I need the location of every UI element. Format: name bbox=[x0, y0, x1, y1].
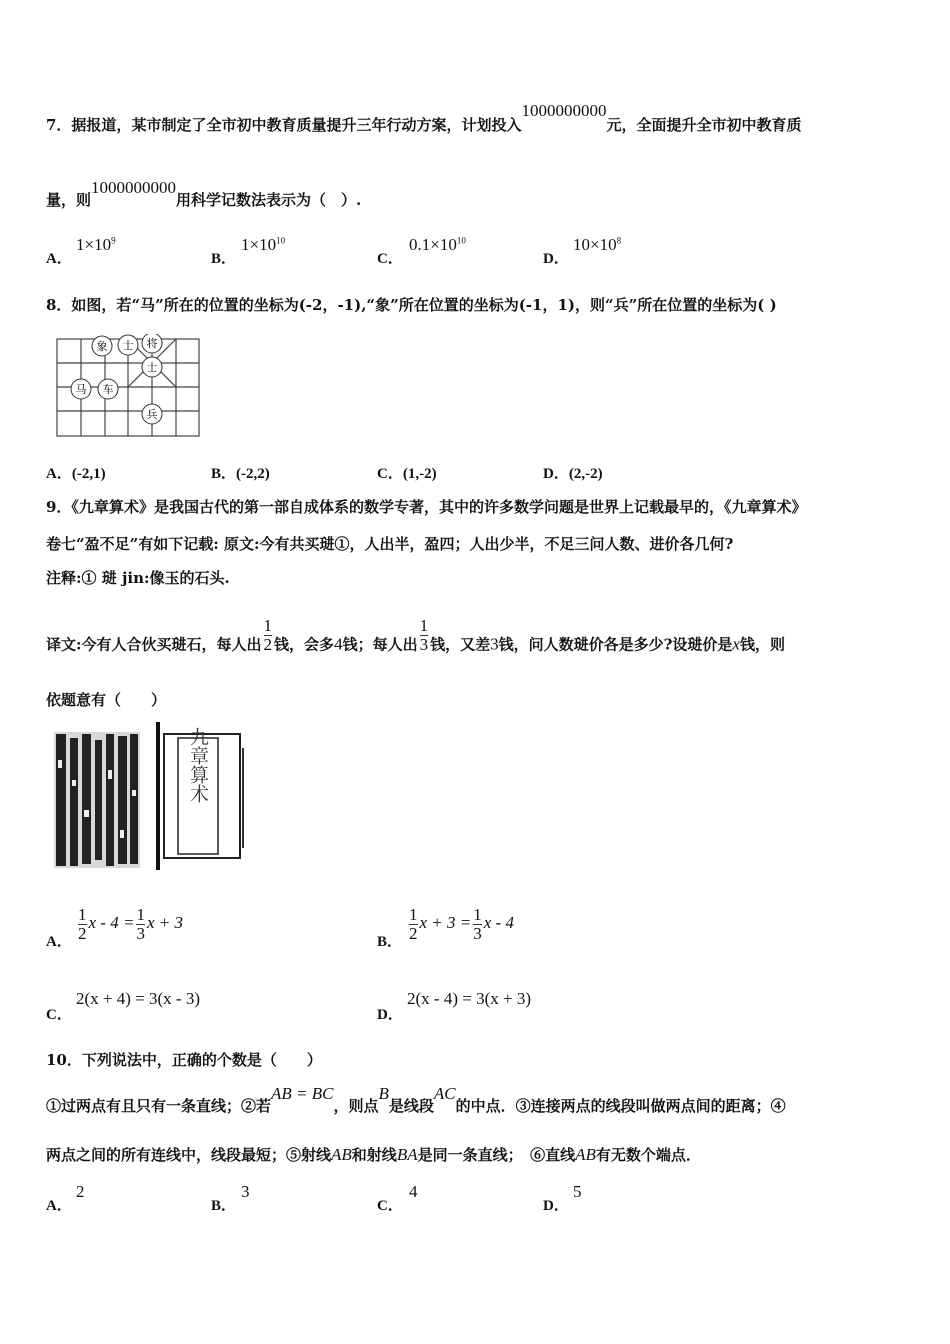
q9-option-c[interactable]: C． 2(x + 4) = 3(x - 3) bbox=[46, 989, 200, 1023]
q7-option-a[interactable]: A． $1\times 10^9$ bbox=[46, 235, 116, 267]
svg-text:车: 车 bbox=[102, 383, 114, 396]
q8-option-c[interactable]: C．(1,-2) bbox=[377, 466, 437, 482]
q7-option-d[interactable]: D． $10\times 10^8$ bbox=[543, 235, 622, 267]
jiuzhang-book-image bbox=[52, 720, 248, 872]
piece-jiang bbox=[142, 334, 162, 353]
q7-option-b[interactable]: B． $1\times 10^{10}$ bbox=[211, 235, 286, 267]
piece-shi-2 bbox=[142, 357, 162, 377]
q8-option-d[interactable]: D．(2,-2) bbox=[543, 466, 603, 482]
q10-line3: 两点之间的所有连线中，线段最短；⑤射线AB和射线BA是同一条直线； ⑥直线AB有无数个端点． bbox=[46, 1145, 701, 1164]
piece-ma bbox=[71, 379, 91, 399]
q9-line4: 译文:今有人合伙买琎石，每人出 $\frac{1}{2}$ 钱，会多4钱；每人出 $\frac{1}{3}$ 钱，又差3钱，问人数琎价各是多少?设琎价是x钱，则 bbox=[46, 616, 785, 654]
q8-option-b[interactable]: B．(-2,2) bbox=[211, 466, 270, 482]
q8-text: 8．如图，若“马”所在的位置的坐标为(-2，-1),“象”所在位置的坐标为(-1，1)，则“兵”所在位置的坐标为( ) bbox=[46, 296, 777, 314]
q9-option-a[interactable]: A． $\frac{1}{2}$ x - 4 = $\frac{1}{3}$ x + 3 bbox=[46, 905, 183, 950]
svg-text:士: 士 bbox=[122, 339, 134, 352]
q10-option-c[interactable]: C． 4 bbox=[377, 1182, 418, 1214]
piece-bing bbox=[142, 404, 162, 424]
svg-text:士: 士 bbox=[146, 361, 158, 374]
q10-option-d[interactable]: D． 5 bbox=[543, 1182, 582, 1214]
q8-option-a[interactable]: A．(-2,1) bbox=[46, 466, 106, 482]
q9-line3: 注释:① 琎 jin:像玉的石头. bbox=[46, 569, 230, 587]
svg-text:兵: 兵 bbox=[146, 408, 158, 421]
svg-text:马: 马 bbox=[75, 383, 87, 396]
q9-line2: 卷七“盈不足”有如下记载: 原文:今有共买琎①，人出半，盈四；人出少半，不足三问人数、进价各几何? bbox=[46, 535, 734, 553]
q7-line2 bbox=[46, 178, 362, 210]
q10-option-a[interactable]: A． 2 bbox=[46, 1182, 85, 1214]
svg-text:象: 象 bbox=[96, 340, 108, 353]
q9-line5: 依题意有（ ） bbox=[46, 691, 167, 709]
q7-amount: 1000000000 bbox=[521, 101, 607, 120]
q9-option-d[interactable]: D． 2(x - 4) = 3(x + 3) bbox=[377, 989, 531, 1023]
q10-line1: 10．下列说法中，正确的个数是（ ） bbox=[46, 1051, 322, 1069]
piece-che bbox=[98, 379, 118, 399]
book-title: 九章算术 bbox=[187, 727, 209, 803]
q10-line2: ①过两点有且只有一条直线；②若AB = BC，则点B是线段AC的中点．③连接两点的线段叫做两点间的距离；④ bbox=[46, 1084, 786, 1115]
q7-line1 bbox=[46, 101, 802, 135]
svg-text:将: 将 bbox=[146, 337, 158, 350]
q7-text-d: 用科学记数法表示为（ ）. bbox=[176, 191, 362, 209]
piece-shi-1 bbox=[118, 335, 138, 355]
q7-amount-2: 1000000000 bbox=[91, 178, 177, 197]
q7-option-c[interactable]: C． $0.1\times 10^{10}$ bbox=[377, 235, 466, 267]
q7-text-a: 7．据报道，某市制定了全市初中教育质量提升三年行动方案，计划投入 bbox=[46, 116, 522, 134]
q7-text-b: 元，全面提升全市初中教育质 bbox=[606, 116, 802, 134]
q7-text-c: 量，则 bbox=[46, 191, 92, 209]
q9-option-b[interactable]: B． $\frac{1}{2}$ x + 3 = $\frac{1}{3}$ x - 4 bbox=[377, 905, 514, 950]
piece-xiang bbox=[92, 336, 112, 356]
q10-option-b[interactable]: B． 3 bbox=[211, 1182, 250, 1214]
chess-board-figure bbox=[56, 334, 202, 438]
q9-line1: 9．《九章算术》是我国古代的第一部自成体系的数学专著，其中的许多数学问题是世界上记载最早的，《九章算术》 bbox=[46, 498, 807, 516]
